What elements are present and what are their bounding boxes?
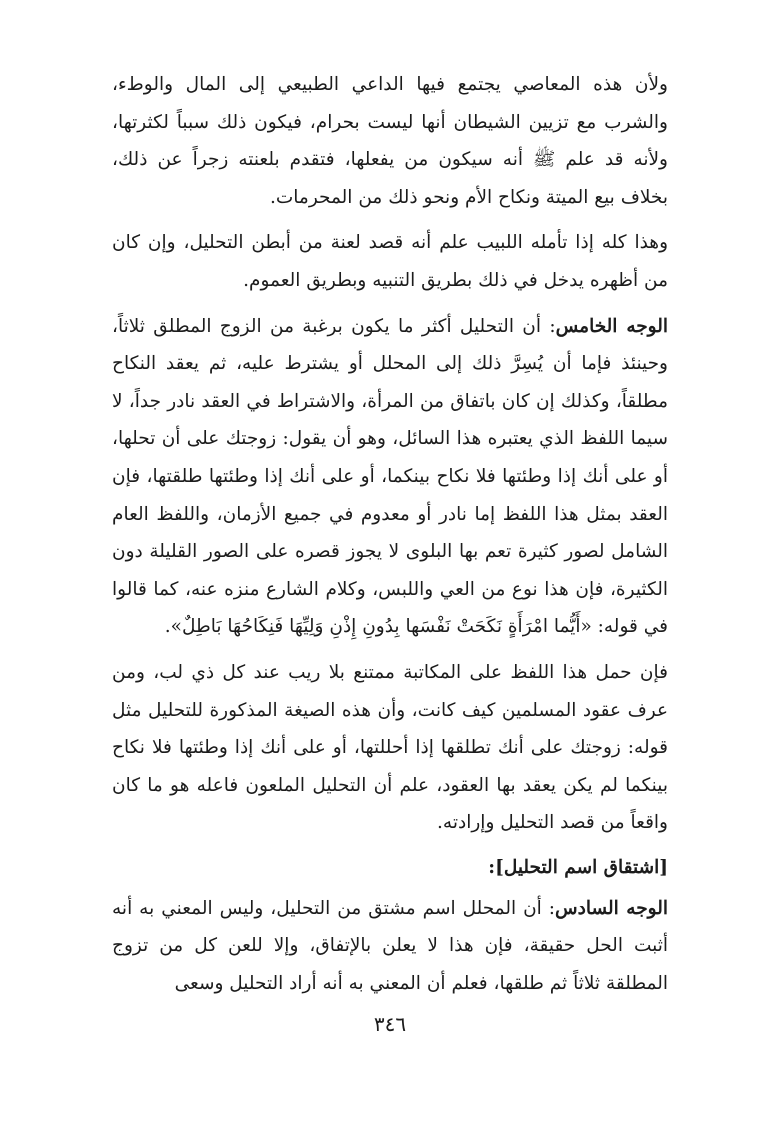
paragraph-fifth-aspect [112, 308, 668, 646]
paragraph-1 [112, 66, 668, 216]
fifth-aspect-heading: الوجه الخامس [555, 315, 669, 337]
paragraph-4 [112, 654, 668, 842]
paragraph-sixth-aspect [112, 890, 668, 1003]
page-number: ٣٤٦ [373, 1012, 407, 1036]
fifth-aspect-text: : أن التحليل أكثر ما يكون برغبة من الزوج المطلق ثلاثاً، وحينئذ فإما أن يُسِرَّ ذلك إلى المحلل أو يشترط عليه، ثم يعقد النكاح مطلقاً، وكذلك إن كان باتفاق من المرأة، والاشتراط في العقد نادر جداً، لا سيما اللفظ الذي يعتبره هذا السائل، وهو أن يقول: زوجتك على أن تحلها، أو على أنك إذا وطئتها فلا نكاح بينكما، أو على أنك إذا وطئتها طلقتها، فإن العقد بمثل هذا اللفظ إما نادر أو معدوم في جميع الأزمان، واللفظ العام الشامل لصور كثيرة تعم بها البلوى لا يجوز قصره على الصور القليلة دون الكثيرة، فإن هذا نوع من العي واللبس، وكلام الشارع منزه عنه، كما قالوا في قوله: «أَيُّما امْرَأَةٍ نَكَحَتْ نَفْسَها بِدُونِ إِذْنِ وَلِيِّهَا فَنِكَاحُهَا بَاطِلٌ». [112, 315, 668, 638]
paragraph-1-text: ولأن هذه المعاصي يجتمع فيها الداعي الطبيعي إلى المال والوطء، والشرب مع تزيين الشيطان أنها ليست بحرام، فيكون ذلك سبباً لكثرتها، ولأنه قد علم ﷺ أنه سيكون من يفعلها، فتقدم بلعنته زجراً عن ذلك، بخلاف بيع الميتة ونكاح الأم ونحو ذلك من المحرمات. [112, 74, 668, 208]
paragraph-2-text: وهذا كله إذا تأمله اللبيب علم أنه قصد لعنة من أبطن التحليل، وإن كان من أظهره يدخل في ذلك بطريق التنبيه وبطريق العموم. [112, 232, 668, 291]
section-heading: [اشتقاق اسم التحليل]: [488, 856, 668, 878]
sixth-aspect-text: : أن المحلل اسم مشتق من التحليل، وليس المعني به أنه أثبت الحل حقيقة، فإن هذا لا يعلن بالإتفاق، وإلا للعن كل من تزوج المطلقة ثلاثاً ثم طلقها، فعلم أن المعني به أنه أراد التحليل وسعى [112, 897, 668, 995]
paragraph-4-text: فإن حمل هذا اللفظ على المكاتبة ممتنع بلا ريب عند كل ذي لب، ومن عرف عقود المسلمين كيف كانت، وأن هذه الصيغة المذكورة للتحليل مثل قوله: زوجتك على أنك تطلقها إذا أحللتها، أو على أنك إذا وطئتها فلا نكاح بينكما لم يكن يعقد بها العقود، علم أن التحليل الملعون فاعله هو ما كان واقعاً من قصد التحليل وإرادته. [112, 661, 668, 834]
paragraph-2 [112, 224, 668, 299]
sixth-aspect-heading: الوجه السادس [555, 897, 668, 919]
page-body [112, 66, 668, 1003]
